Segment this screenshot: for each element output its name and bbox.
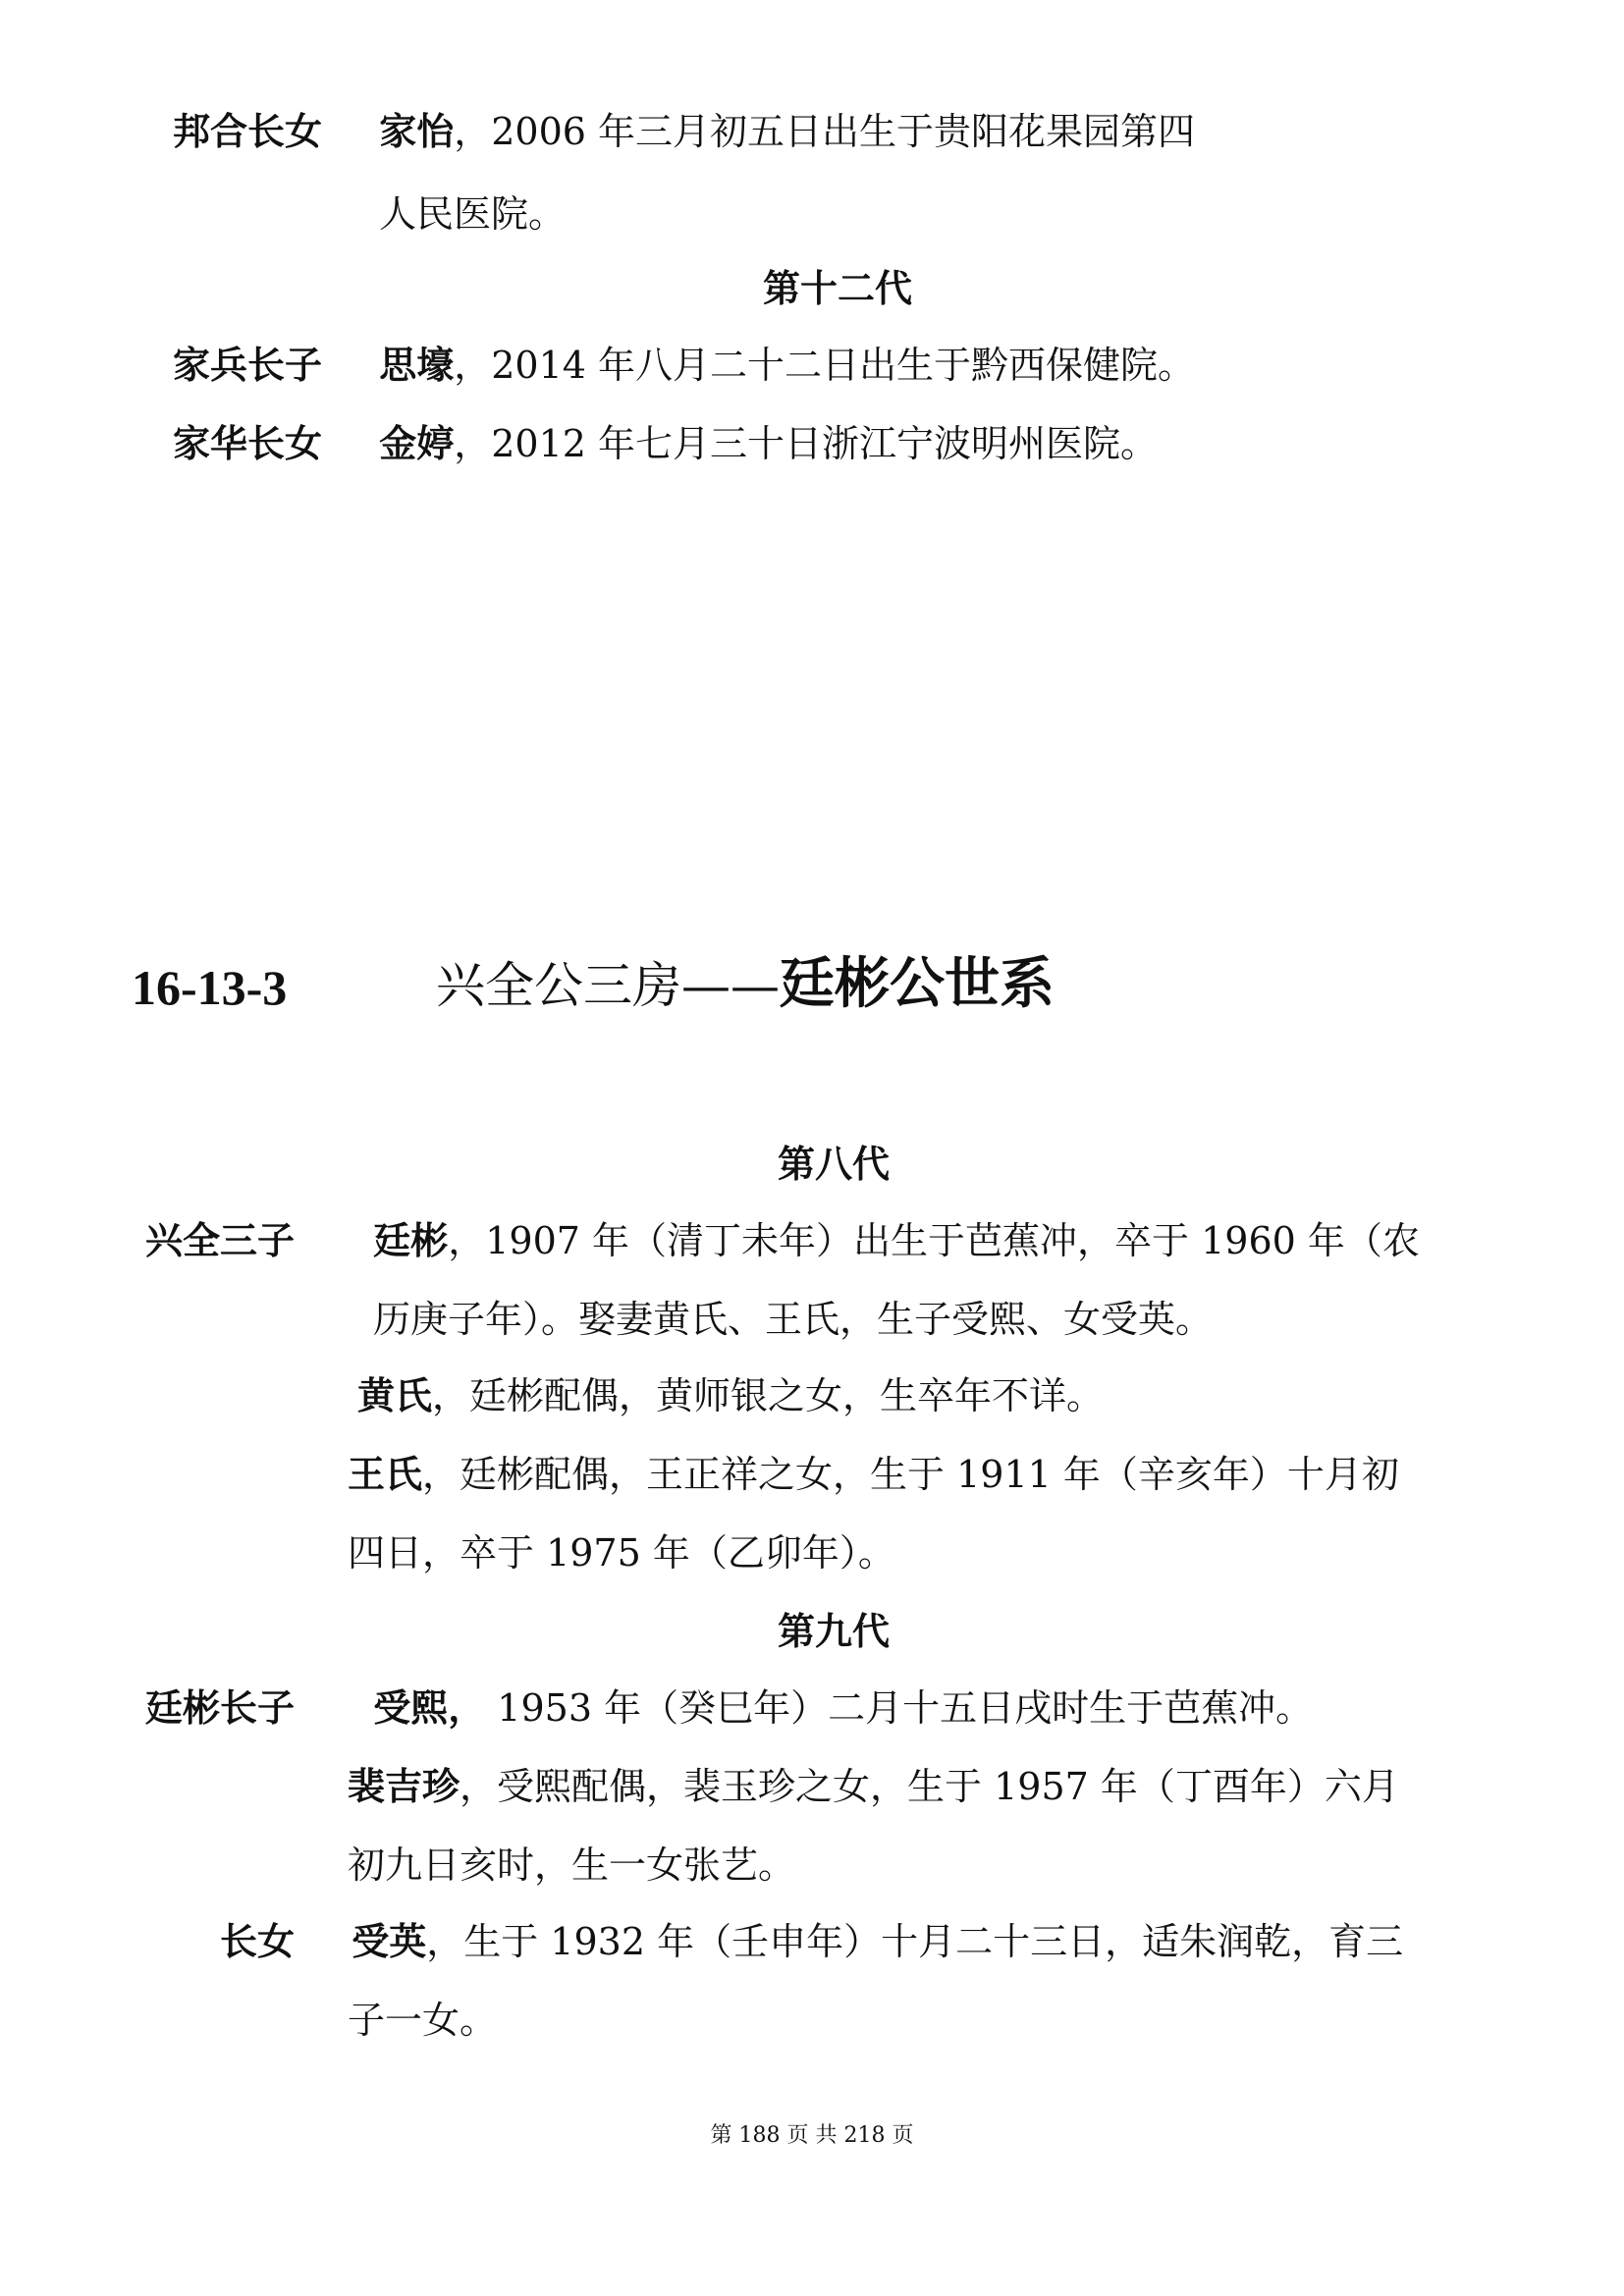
entry-text: ，受熙配偶，裴玉珍之女，生于 1957 年（丁酉年）六月 — [460, 1765, 1399, 1808]
entry-continuation: 历庚子年）。娶妻黄氏、王氏，生子受熙、女受英。 — [373, 1298, 1214, 1341]
entry-jinting — [173, 420, 1158, 467]
relation-label: 邦合长女 — [173, 109, 323, 153]
entry-text: ，2006 年三月初五日出生于贵阳花果园第四 — [454, 110, 1196, 153]
person-name: 王氏 — [348, 1452, 423, 1496]
entry-jiayi — [173, 108, 1195, 155]
section-number: 16-13-3 — [132, 960, 288, 1015]
spouse-wang — [348, 1451, 1399, 1498]
entry-continuation: 四日，卒于 1975 年（乙卯年）。 — [348, 1531, 895, 1575]
entry-text: ，1907 年（清丁未年）出生于芭蕉冲，卒于 1960 年（农 — [448, 1219, 1420, 1262]
relation-label: 长女 — [220, 1919, 296, 1963]
page-footer: 第 188 页 共 218 页 — [710, 2123, 914, 2148]
entry-text: ，廷彬配偶，王正祥之女，生于 1911 年（辛亥年）十月初 — [422, 1453, 1399, 1496]
entry-continuation: 子一女。 — [348, 1999, 498, 2042]
person-name: 廷彬 — [373, 1218, 449, 1262]
person-name: 金婷 — [379, 421, 455, 465]
section-title-prefix: 兴全公三房—— — [436, 957, 780, 1014]
entry-tingbin — [145, 1217, 1420, 1264]
entry-continuation: 初九日亥时，生一女张艺。 — [348, 1843, 796, 1887]
spouse-pei — [348, 1763, 1399, 1810]
relation-label: 家兵长子 — [173, 343, 323, 387]
person-name: 黄氏 — [357, 1373, 433, 1417]
entry-continuation: 人民医院。 — [379, 192, 567, 236]
entry-text: ，2012 年七月三十日浙江宁波明州医院。 — [454, 422, 1159, 465]
relation-label: 廷彬长子 — [145, 1685, 296, 1730]
person-name: 家怡 — [379, 109, 455, 153]
person-name: 思壕 — [379, 343, 455, 387]
person-name: 受英 — [352, 1919, 427, 1963]
person-name: 受熙， — [373, 1685, 486, 1730]
entry-text: 1953 年（癸巳年）二月十五日戌时生于芭蕉冲。 — [485, 1686, 1314, 1730]
entry-shouxi — [145, 1684, 1313, 1732]
entry-text: ，生于 1932 年（壬申年）十月二十三日，适朱润乾，育三 — [426, 1920, 1404, 1963]
entry-text: ，2014 年八月二十二日出生于黔西保健院。 — [454, 344, 1196, 387]
generation-heading-9: 第九代 — [778, 1609, 891, 1653]
entry-text: ，廷彬配偶，黄师银之女，生卒年不详。 — [432, 1374, 1105, 1417]
relation-label: 兴全三子 — [145, 1218, 296, 1262]
section-title-main: 廷彬公世系 — [780, 951, 1055, 1016]
spouse-huang — [357, 1372, 1104, 1419]
entry-sihao — [173, 342, 1195, 389]
person-name: 裴吉珍 — [348, 1764, 460, 1808]
relation-label: 家华长女 — [173, 421, 323, 465]
generation-heading-12: 第十二代 — [763, 266, 913, 310]
section-title — [436, 951, 1055, 1016]
entry-shouying — [220, 1918, 1403, 1965]
generation-heading-8: 第八代 — [778, 1142, 891, 1186]
